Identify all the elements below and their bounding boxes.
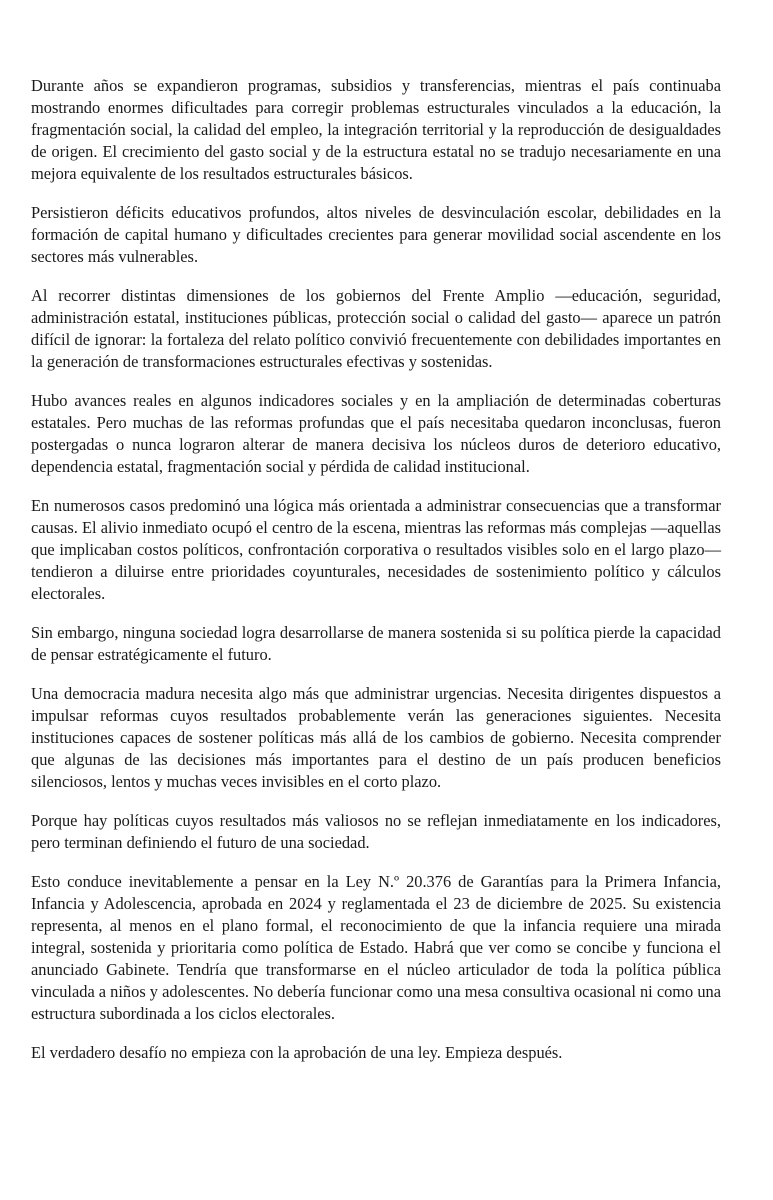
- paragraph-10: El verdadero desafío no empieza con la aprobación de una ley. Empieza después.: [31, 1043, 563, 1062]
- paragraph-8: Porque hay políticas cuyos resultados más valiosos no se reflejan inmediatamente en los indicadores, pero terminan definiendo el futuro de una sociedad.: [31, 811, 721, 852]
- paragraph-7: Una democracia madura necesita algo más que administrar urgencias. Necesita dirigentes dispuestos a impulsar reformas cuyos resultados probablemente verán las generaciones siguientes. Necesita instituciones capaces de sostener políticas más allá de los cambios de gobierno. Necesita comprender que algunas de las decisiones más importantes para el destino de un país producen beneficios silenciosos, lentos y muchas veces invisibles en el corto plazo.: [31, 684, 721, 791]
- paragraph-1: Durante años se expandieron programas, subsidios y transferencias, mientras el país continuaba mostrando enormes dificultades para corregir problemas estructurales vinculados a la educación, la fragmentación social, la calidad del empleo, la integración territorial y la reproducción de desigualdades de origen. El crecimiento del gasto social y de la estructura estatal no se tradujo necesariamente en una mejora equivalente de los resultados estructurales básicos.: [31, 76, 721, 183]
- document-page: [31, 75, 721, 1081]
- paragraph-6: Sin embargo, ninguna sociedad logra desarrollarse de manera sostenida si su política pierde la capacidad de pensar estratégicamente el futuro.: [31, 623, 721, 664]
- paragraph-5: En numerosos casos predominó una lógica más orientada a administrar consecuencias que a transformar causas. El alivio inmediato ocupó el centro de la escena, mientras las reformas más complejas —aquellas que implicaban costos políticos, confrontación corporativa o resultados visibles solo en el largo plazo— tendieron a diluirse entre prioridades coyunturales, necesidades de sostenimiento político y cálculos electorales.: [31, 496, 721, 603]
- paragraph-2: Persistieron déficits educativos profundos, altos niveles de desvinculación escolar, debilidades en la formación de capital humano y dificultades crecientes para generar movilidad social ascendente en los sectores más vulnerables.: [31, 203, 721, 266]
- paragraph-9: Esto conduce inevitablemente a pensar en la Ley N.º 20.376 de Garantías para la Primera Infancia, Infancia y Adolescencia, aprobada en 2024 y reglamentada el 23 de diciembre de 2025. Su existencia representa, al menos en el plano formal, el reconocimiento de que la infancia requiere una mirada integral, sostenida y prioritaria como política de Estado. Habrá que ver como se concibe y funciona el anunciado Gabinete. Tendría que transformarse en el núcleo articulador de toda la política pública vinculada a niños y adolescentes. No debería funcionar como una mesa consultiva ocasional ni como una estructura subordinada a los ciclos electorales.: [31, 872, 722, 1023]
- paragraph-4: Hubo avances reales en algunos indicadores sociales y en la ampliación de determinadas coberturas estatales. Pero muchas de las reformas profundas que el país necesitaba quedaron inconclusas, fueron postergadas o nunca lograron alterar de manera decisiva los núcleos duros de deterioro educativo, dependencia estatal, fragmentación social y pérdida de calidad institucional.: [31, 391, 721, 476]
- paragraph-3: Al recorrer distintas dimensiones de los gobiernos del Frente Amplio —educación, seguridad, administración estatal, instituciones públicas, protección social o calidad del gasto— aparece un patrón difícil de ignorar: la fortaleza del relato político convivió frecuentemente con debilidades importantes en la generación de transformaciones estructurales efectivas y sostenidas.: [31, 286, 721, 371]
